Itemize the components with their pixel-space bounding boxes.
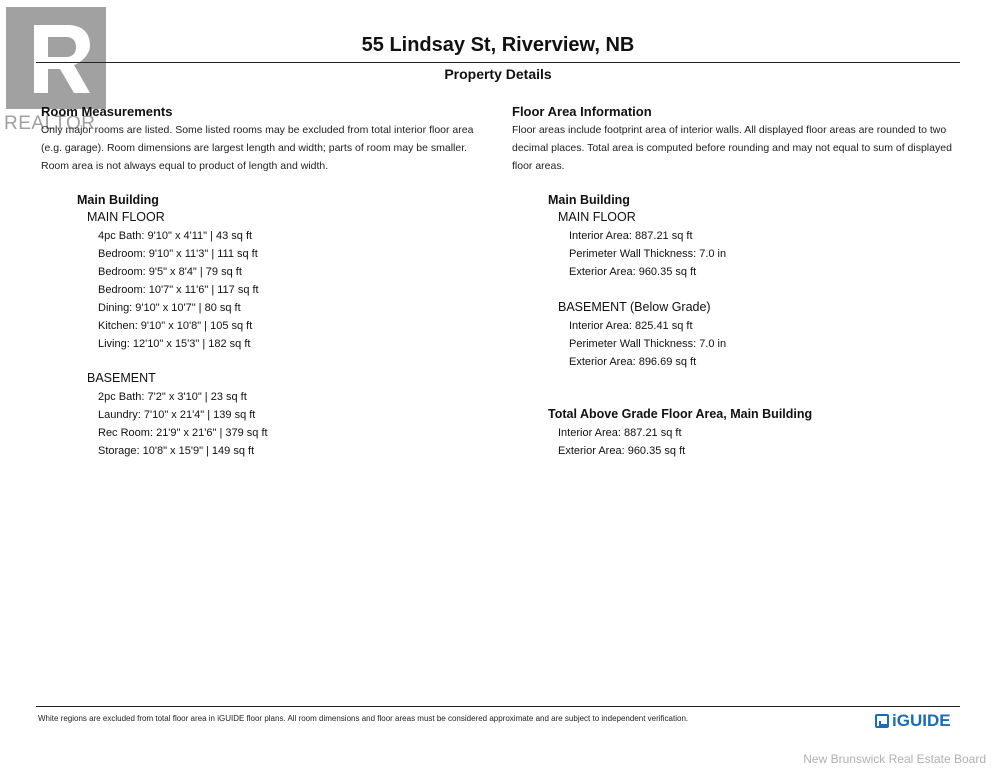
room-measurements-heading: Room Measurements: [41, 104, 173, 119]
area-item: Interior Area: 887.21 sq ft: [569, 230, 693, 242]
note-line: (e.g. garage). Room dimensions are largest length and width; parts of room may be smaller.: [41, 142, 468, 154]
page-subtitle: Property Details: [444, 66, 552, 82]
area-item: Exterior Area: 960.35 sq ft: [558, 445, 686, 457]
iguide-logo: [875, 711, 951, 731]
area-item: Perimeter Wall Thickness: 7.0 in: [569, 248, 727, 260]
note-line: Only major rooms are listed. Some listed rooms may be excluded from total interior floor area: [41, 124, 474, 136]
note-line: Floor areas include footprint area of interior walls. All displayed floor areas are rounded to two: [512, 124, 947, 136]
iguide-wordmark: iGUIDE: [892, 711, 951, 730]
area-item: Interior Area: 825.41 sq ft: [569, 320, 693, 332]
note-line: Room area is not always equal to product of length and width.: [41, 160, 329, 172]
area-list-basement: [569, 317, 726, 371]
note-line: floor areas.: [512, 160, 565, 172]
area-item: Interior Area: 887.21 sq ft: [558, 427, 682, 439]
realtor-r-logo-icon: [6, 7, 106, 109]
room-item: 4pc Bath: 9'10" x 4'11" | 43 sq ft: [98, 230, 253, 242]
board-credit: New Brunswick Real Estate Board: [803, 752, 986, 766]
room-item: Bedroom: 9'10" x 11'3" | 111 sq ft: [98, 248, 258, 260]
area-item: Exterior Area: 896.69 sq ft: [569, 356, 697, 368]
room-item: Rec Room: 21'9" x 21'6" | 379 sq ft: [98, 427, 268, 439]
area-floor-heading: MAIN FLOOR: [558, 210, 636, 224]
area-item: Exterior Area: 960.35 sq ft: [569, 266, 697, 278]
area-list-main-floor: [569, 227, 726, 281]
room-floor-heading: BASEMENT: [87, 371, 156, 385]
room-item: Laundry: 7'10" x 21'4" | 139 sq ft: [98, 409, 256, 421]
header-divider: [36, 62, 960, 63]
room-list-main-floor: [98, 227, 259, 353]
total-area-list: [558, 424, 685, 460]
area-building-heading: Main Building: [548, 193, 630, 207]
page-title: 55 Lindsay St, Riverview, NB: [361, 34, 635, 56]
total-area-heading: Total Above Grade Floor Area, Main Building: [548, 407, 813, 421]
realtor-wordmark: REALTOR: [4, 113, 96, 134]
floor-area-heading: Floor Area Information: [512, 104, 652, 119]
footer-divider: [36, 706, 960, 707]
note-line: decimal places. Total area is computed before rounding and may not equal to sum of displayed: [512, 142, 952, 154]
room-item: Storage: 10'8" x 15'9" | 149 sq ft: [98, 445, 255, 457]
room-item: Bedroom: 10'7" x 11'6" | 117 sq ft: [98, 284, 259, 296]
area-item: Perimeter Wall Thickness: 7.0 in: [569, 338, 727, 350]
room-list-basement: [98, 388, 268, 460]
room-item: Dining: 9'10" x 10'7" | 80 sq ft: [98, 302, 241, 314]
iguide-logo-icon: [875, 714, 889, 728]
area-floor-heading: BASEMENT (Below Grade): [558, 300, 711, 314]
floor-area-note: [512, 121, 952, 175]
footer-disclaimer: White regions are excluded from total floor area in iGUIDE floor plans. All room dimensions and floor areas must be considered approximate and are subject to independent verification.: [38, 714, 689, 723]
room-item: Kitchen: 9'10" x 10'8" | 105 sq ft: [98, 320, 253, 332]
room-item: Living: 12'10" x 15'3" | 182 sq ft: [98, 338, 251, 350]
room-item: Bedroom: 9'5" x 8'4" | 79 sq ft: [98, 266, 242, 278]
room-building-heading: Main Building: [77, 193, 159, 207]
room-floor-heading: MAIN FLOOR: [87, 210, 165, 224]
room-measurements-note: [41, 121, 473, 175]
room-item: 2pc Bath: 7'2" x 3'10" | 23 sq ft: [98, 391, 247, 403]
